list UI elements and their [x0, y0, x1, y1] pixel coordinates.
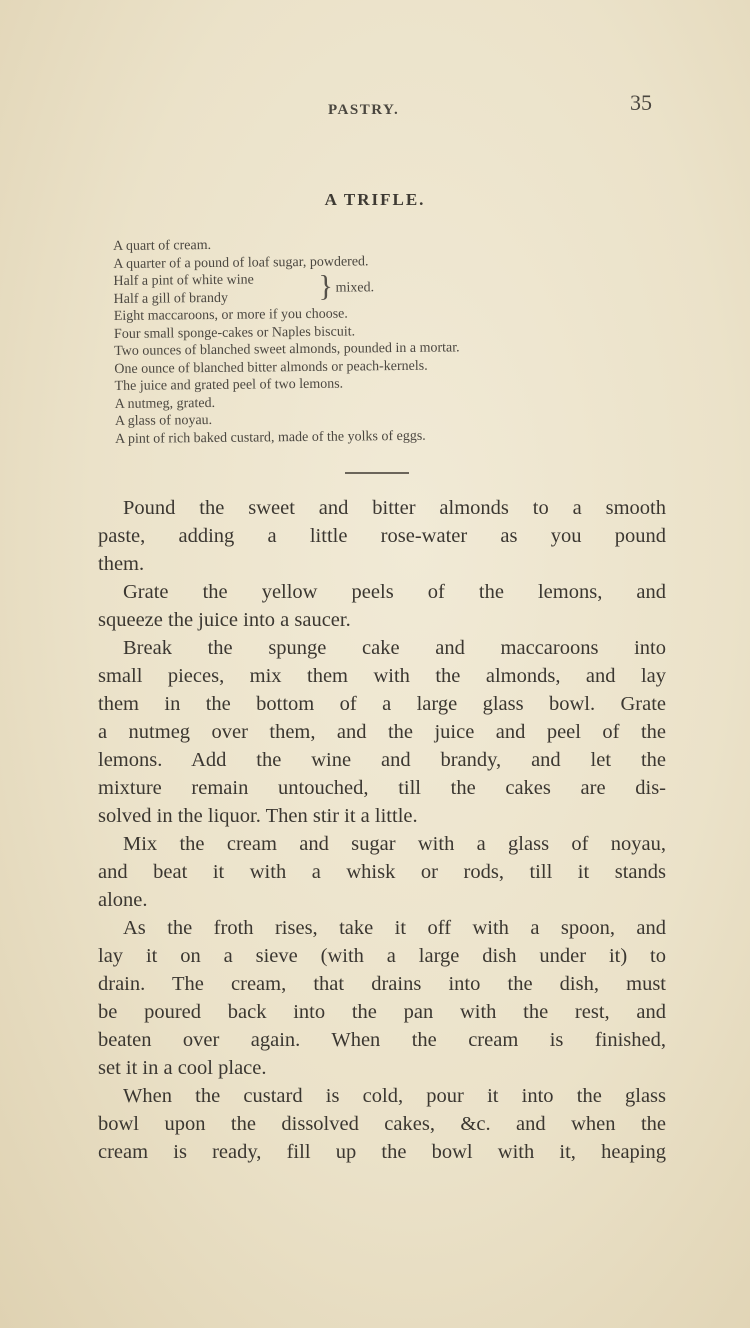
text-line: set it in a cool place. [98, 1057, 267, 1079]
ingredient-list [113, 233, 635, 448]
text-line: lemons. Add the wine and brandy, and let the [98, 749, 666, 771]
recipe-instructions [98, 494, 666, 1166]
curly-brace-icon: } [318, 269, 334, 303]
text-line: lay it on a sieve (with a large dish under it) to [98, 945, 666, 967]
page-number: 35 [630, 90, 652, 115]
text-line: As the froth rises, take it off with a spoon, and [123, 917, 666, 939]
text-line: paste, adding a little rose-water as you pound [98, 525, 666, 547]
text-line: solved in the liquor. Then stir it a little. [98, 805, 418, 827]
instruction-paragraph [98, 914, 666, 1082]
text-line: Break the spunge cake and maccaroons into [123, 637, 666, 659]
ingredient-item: Two ounces of blanched sweet almonds, pounded in a mortar. [114, 340, 460, 359]
ingredient-item: A pint of rich baked custard, made of the yolks of eggs. [115, 428, 426, 447]
text-line: mixture remain untouched, till the cakes are dis- [98, 777, 666, 799]
ingredient-item: Four small sponge-cakes or Naples biscuit. [113, 323, 356, 342]
text-line: small pieces, mix them with the almonds, and lay [98, 665, 666, 687]
instruction-paragraph [98, 494, 666, 578]
ingredient-item: A glass of noyau. [114, 412, 213, 429]
text-line: drain. The cream, that drains into the dish, must [98, 973, 666, 995]
text-line: cream is ready, fill up the bowl with it, heaping [98, 1141, 666, 1163]
text-line: Mix the cream and sugar with a glass of noyau, [123, 833, 666, 855]
text-line: Grate the yellow peels of the lemons, and [123, 581, 666, 603]
instruction-paragraph [98, 830, 666, 914]
running-head: PASTRY. [328, 102, 400, 118]
instruction-paragraph [98, 1082, 666, 1166]
page-header [0, 90, 750, 130]
text-line: squeeze the juice into a saucer. [98, 609, 351, 631]
recipe-title [0, 190, 750, 210]
ingredient-item: A quarter of a pound of loaf sugar, powdered. [113, 253, 369, 272]
text-line: them in the bottom of a large glass bowl. Grate [98, 693, 666, 715]
ingredient-item: Eight maccaroons, or more if you choose. [113, 306, 348, 324]
text-line: When the custard is cold, pour it into the glass [123, 1085, 666, 1107]
ingredient-item: The juice and grated peel of two lemons. [114, 376, 344, 394]
text-line: them. [98, 553, 145, 575]
text-line: alone. [98, 889, 148, 911]
text-line: beaten over again. When the cream is finished, [98, 1029, 666, 1051]
ingredient-item: A quart of cream. [113, 237, 212, 254]
ingredient-item: A nutmeg, grated. [114, 395, 216, 412]
instruction-paragraph [98, 634, 666, 830]
text-line: bowl upon the dissolved cakes, &c. and when the [98, 1113, 666, 1135]
ingredient-item: Half a pint of white wine [113, 272, 254, 289]
text-line: and beat it with a whisk or rods, till it stands [98, 861, 666, 883]
brace-label: mixed. [335, 280, 375, 296]
ingredient-item: Half a gill of brandy [113, 290, 229, 307]
instruction-paragraph [98, 578, 666, 634]
text-line: a nutmeg over them, and the juice and peel of the [98, 721, 666, 743]
section-divider [345, 472, 409, 474]
recipe-title-text: A TRIFLE. [324, 190, 426, 209]
ingredient-item: One ounce of blanched bitter almonds or peach-kernels. [114, 358, 428, 377]
text-line: Pound the sweet and bitter almonds to a smooth [123, 497, 666, 519]
text-line: be poured back into the pan with the rest, and [98, 1001, 666, 1023]
ingredient-brace-group [113, 268, 633, 308]
